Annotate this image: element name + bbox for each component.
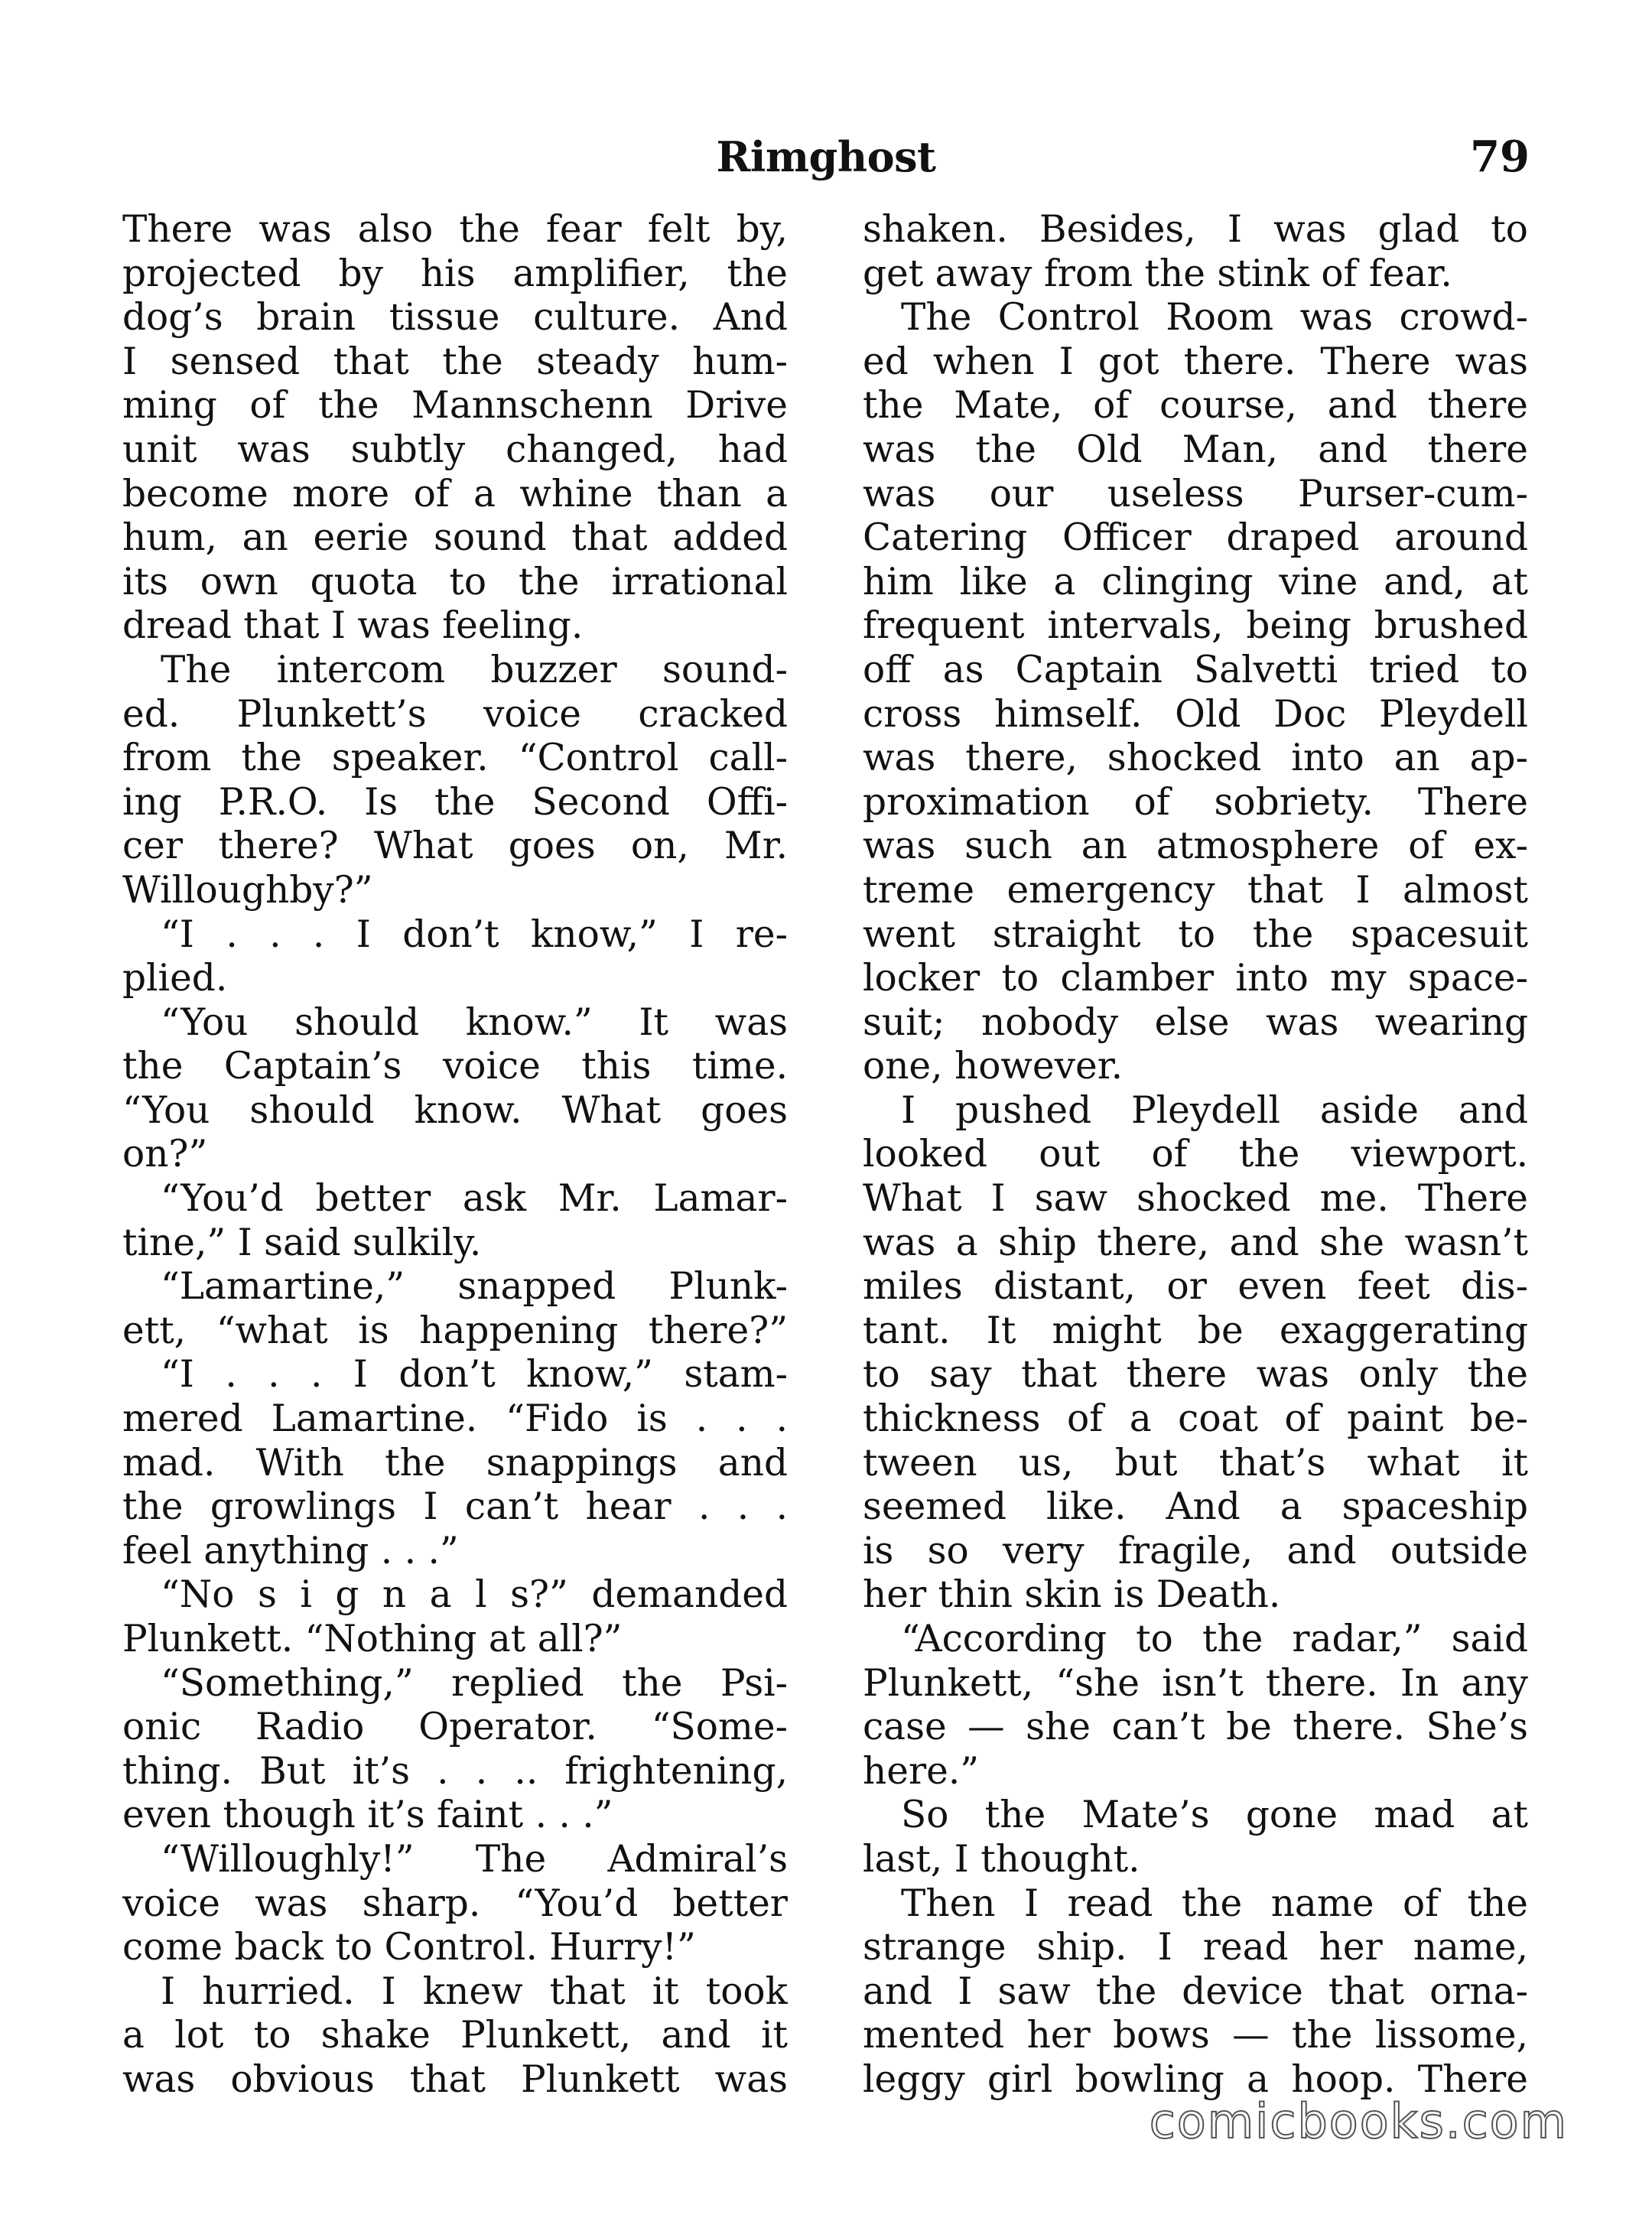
text-line: I pushed Pleydell aside and bbox=[901, 1088, 1528, 1132]
text-line: ming of the Mannschenn Drive bbox=[122, 384, 788, 428]
text-line: thickness of a coat of paint be- bbox=[863, 1397, 1528, 1441]
text-line: Willoughby?” bbox=[122, 868, 373, 912]
text-line: case — she can’t be there. She’s bbox=[863, 1706, 1528, 1749]
text-line: the growlings I can’t hear . . . bbox=[122, 1485, 788, 1529]
text-line: was obvious that Plunkett was bbox=[122, 2057, 788, 2101]
text-line: “According to the radar,” said bbox=[901, 1618, 1528, 1660]
text-line: become more of a whine than a bbox=[122, 472, 788, 515]
text-line: tant. It might be exaggerating bbox=[863, 1309, 1528, 1352]
text-line: onic Radio Operator. “Some- bbox=[122, 1706, 788, 1749]
text-line: ed when I got there. There was bbox=[863, 340, 1528, 383]
text-line: Plunkett. “Nothing at all?” bbox=[122, 1618, 623, 1660]
text-line: There was also the fear felt by, bbox=[122, 208, 788, 251]
text-line: dread that I was feeling. bbox=[122, 604, 584, 648]
text-line: Plunkett, “she isn’t there. In any bbox=[863, 1661, 1528, 1705]
text-line: “Lamartine,” snapped Plunk- bbox=[161, 1265, 788, 1309]
text-line: is so very fragile, and outside bbox=[863, 1529, 1528, 1572]
text-line: on?” bbox=[122, 1133, 208, 1176]
watermark: comicbooks.com bbox=[1149, 2093, 1568, 2149]
text-line: So the Mate’s gone mad at bbox=[901, 1794, 1528, 1837]
text-line: a lot to shake Plunkett, and it bbox=[122, 2014, 788, 2057]
running-title: Rimghost bbox=[716, 132, 936, 181]
text-line: thing. But it’s . . .. frightening, bbox=[122, 1749, 788, 1793]
text-line: “I . . . I don’t know,” stam- bbox=[161, 1353, 788, 1397]
text-line: projected by his amplifier, the bbox=[122, 252, 788, 295]
text-line: proximation of sobriety. There bbox=[863, 780, 1528, 824]
text-line: looked out of the viewport. bbox=[863, 1133, 1528, 1176]
text-line: plied. bbox=[122, 957, 228, 1000]
text-line: seemed like. And a spaceship bbox=[863, 1485, 1528, 1529]
text-line: hum, an eerie sound that added bbox=[122, 516, 788, 560]
text-line: was our useless Purser-cum- bbox=[863, 472, 1528, 515]
text-line: voice was sharp. “You’d better bbox=[122, 1881, 788, 1925]
text-line: to say that there was only the bbox=[863, 1353, 1528, 1397]
text-line: the Mate, of course, and there bbox=[863, 384, 1528, 428]
text-line: “You should know.” It was bbox=[161, 1000, 788, 1044]
text-line: “You’d better ask Mr. Lamar- bbox=[161, 1177, 788, 1221]
text-line: “No s i g n a l s?” demanded bbox=[161, 1573, 788, 1617]
text-line: ed. Plunkett’s voice cracked bbox=[122, 692, 788, 736]
text-line: cross himself. Old Doc Pleydell bbox=[863, 692, 1528, 736]
text-line: was a ship there, and she wasn’t bbox=[863, 1221, 1528, 1264]
text-line: dog’s brain tissue culture. And bbox=[122, 296, 788, 340]
text-line: “Willoughly!” The Admiral’s bbox=[161, 1837, 788, 1881]
text-line: last, I thought. bbox=[863, 1837, 1140, 1881]
text-line: I sensed that the steady hum- bbox=[122, 340, 788, 383]
text-line: the Captain’s voice this time. bbox=[122, 1045, 788, 1088]
text-line: leggy girl bowling a hoop. There bbox=[863, 2057, 1528, 2101]
text-line: I hurried. I knew that it took bbox=[161, 1969, 788, 2013]
text-line: The Control Room was crowd- bbox=[901, 296, 1528, 340]
text-line: off as Captain Salvetti tried to bbox=[863, 648, 1528, 691]
text-line: tween us, but that’s what it bbox=[863, 1441, 1528, 1485]
text-line: strange ship. I read her name, bbox=[863, 1926, 1528, 1969]
text-line: miles distant, or even feet dis- bbox=[863, 1265, 1528, 1309]
text-line: locker to clamber into my space- bbox=[863, 957, 1528, 1000]
text-line: cer there? What goes on, Mr. bbox=[122, 824, 788, 868]
text-line: unit was subtly changed, had bbox=[122, 428, 788, 471]
text-line: mered Lamartine. “Fido is . . . bbox=[122, 1397, 788, 1441]
text-line: and I saw the device that orna- bbox=[863, 1969, 1528, 2013]
text-line: Then I read the name of the bbox=[901, 1881, 1528, 1925]
left-text-column bbox=[122, 208, 788, 2103]
page-header bbox=[0, 126, 1652, 187]
text-line: The intercom buzzer sound- bbox=[161, 648, 788, 691]
text-line: suit; nobody else was wearing bbox=[863, 1000, 1528, 1044]
text-line: mad. With the snappings and bbox=[122, 1441, 788, 1485]
text-line: one, however. bbox=[863, 1045, 1123, 1088]
text-line: was such an atmosphere of ex- bbox=[863, 824, 1528, 868]
text-line: was there, shocked into an ap- bbox=[863, 737, 1528, 780]
text-line: feel anything . . .” bbox=[122, 1529, 459, 1572]
text-line: ett, “what is happening there?” bbox=[122, 1309, 788, 1352]
text-line: mented her bows — the lissome, bbox=[863, 2014, 1528, 2057]
text-line: here.” bbox=[863, 1749, 980, 1793]
text-line: come back to Control. Hurry!” bbox=[122, 1926, 696, 1969]
text-line: was the Old Man, and there bbox=[863, 428, 1528, 471]
text-line: “Something,” replied the Psi- bbox=[161, 1661, 788, 1705]
text-line: tine,” I said sulkily. bbox=[122, 1221, 482, 1264]
text-line: went straight to the spacesuit bbox=[863, 912, 1528, 956]
text-line: What I saw shocked me. There bbox=[863, 1177, 1528, 1221]
text-line: “I . . . I don’t know,” I re- bbox=[161, 912, 788, 956]
text-line: her thin skin is Death. bbox=[863, 1573, 1281, 1617]
text-line: him like a clinging vine and, at bbox=[863, 560, 1528, 603]
text-line: its own quota to the irrational bbox=[122, 560, 788, 603]
text-line: frequent intervals, being brushed bbox=[863, 604, 1528, 648]
text-line: treme emergency that I almost bbox=[863, 868, 1528, 912]
page-number: 79 bbox=[1470, 132, 1530, 182]
text-line: from the speaker. “Control call- bbox=[122, 737, 788, 780]
text-line: “You should know. What goes bbox=[122, 1088, 788, 1132]
text-line: Catering Officer draped around bbox=[863, 516, 1528, 560]
text-line: shaken. Besides, I was glad to bbox=[863, 208, 1528, 251]
text-line: even though it’s faint . . .” bbox=[122, 1794, 613, 1837]
text-line: get away from the stink of fear. bbox=[863, 252, 1452, 295]
right-text-column bbox=[863, 208, 1528, 2103]
text-line: ing P.R.O. Is the Second Offi- bbox=[122, 780, 788, 824]
